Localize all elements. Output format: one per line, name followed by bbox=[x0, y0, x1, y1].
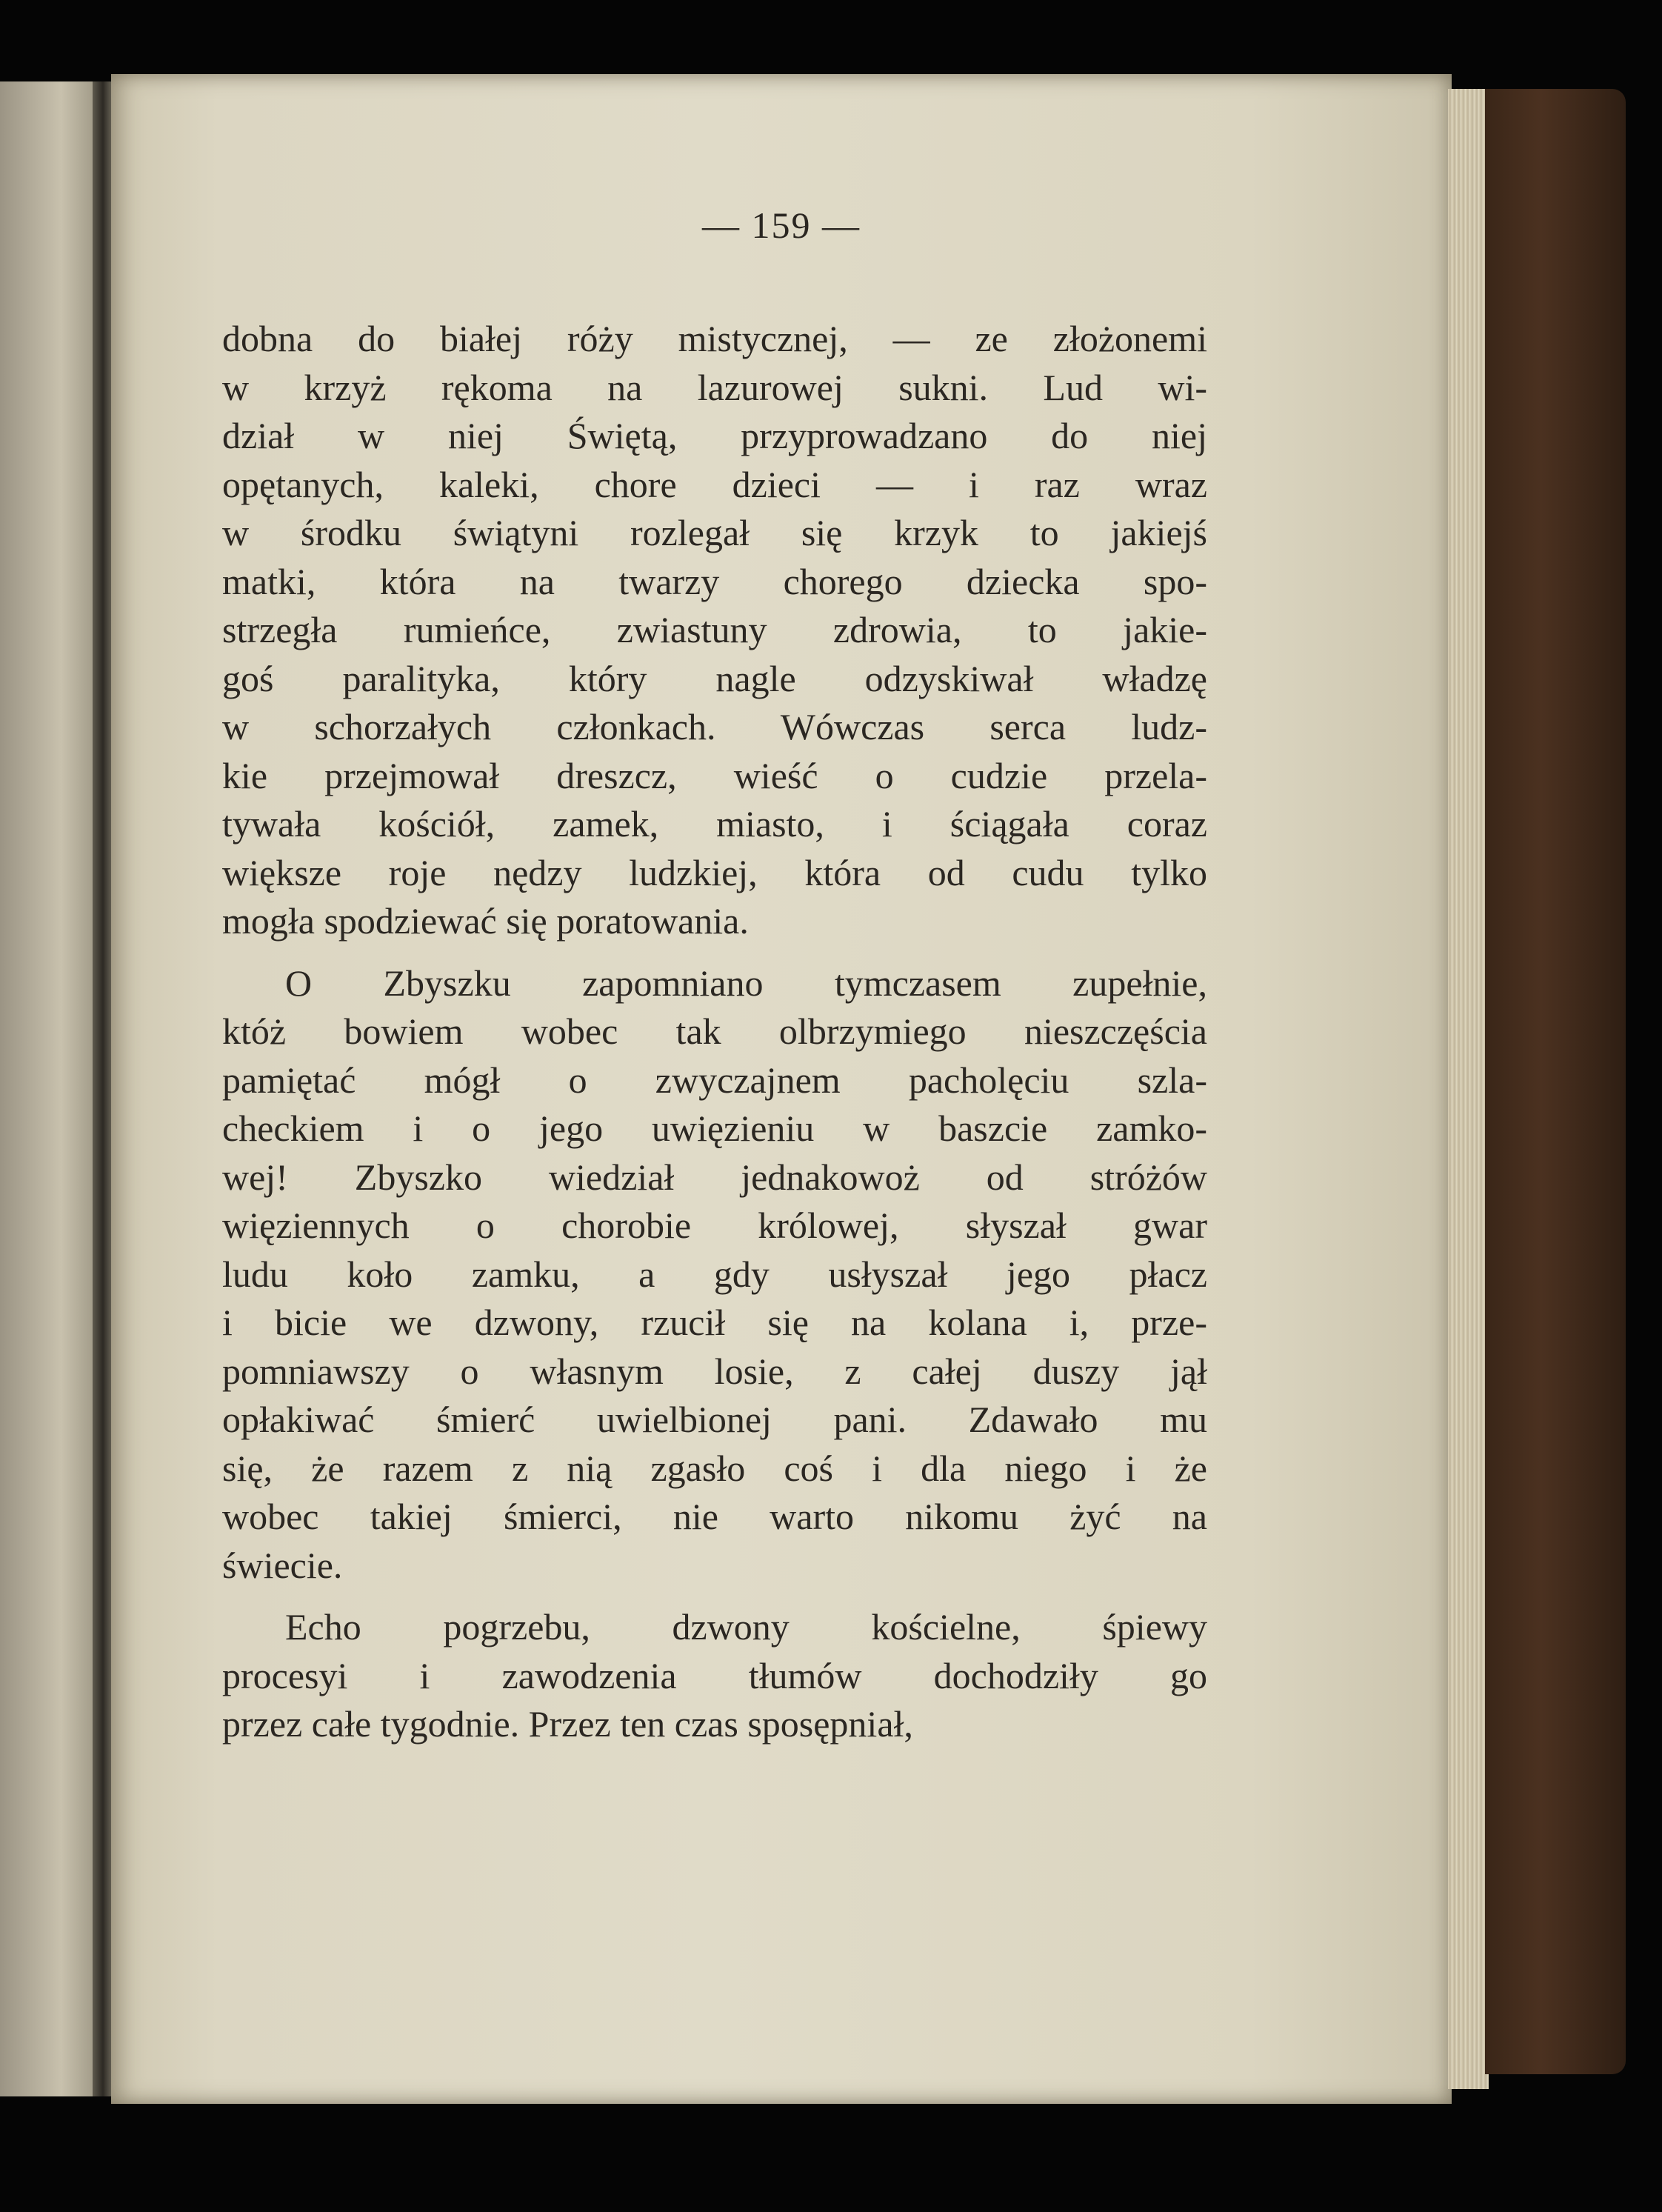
text-line: świecie. bbox=[222, 1544, 343, 1586]
page-number: — 159 — bbox=[702, 204, 861, 246]
text-line: kie przejmował dreszcz, wieść o cudzie przela- bbox=[222, 754, 1207, 796]
paragraph bbox=[222, 1603, 1207, 1749]
text-line: dział w niej Świętą, przyprowadzano do niej bbox=[222, 415, 1207, 456]
book-gutter bbox=[93, 81, 113, 2096]
text-line: O Zbyszku zapomniano tymczasem zupełnie, bbox=[285, 962, 1207, 1004]
text-line: któż bowiem wobec tak olbrzymiego nieszczęścia bbox=[222, 1010, 1207, 1052]
text-line: wobec takiej śmierci, nie warto nikomu żyć na bbox=[222, 1496, 1207, 1537]
text-line: strzegła rumieńce, zwiastuny zdrowia, to jakie- bbox=[222, 609, 1207, 650]
paragraph bbox=[222, 315, 1207, 946]
page-stack-edge bbox=[1448, 89, 1489, 2089]
text-line: goś paralityka, który nagle odzyskiwał władzę bbox=[222, 657, 1207, 699]
book-cover bbox=[1485, 89, 1626, 2074]
text-line: w środku świątyni rozlegał się krzyk to jakiejś bbox=[222, 512, 1207, 553]
text-line: większe roje nędzy ludzkiej, która od cudu tylko bbox=[222, 851, 1207, 893]
text-line: opłakiwać śmierć uwielbionej pani. Zdawało mu bbox=[222, 1399, 1207, 1440]
text-line: matki, która na twarzy chorego dziecka spo- bbox=[222, 560, 1207, 602]
text-line: się, że razem z nią zgasło coś i dla niego i że bbox=[222, 1447, 1207, 1489]
paragraph-gap bbox=[222, 1590, 1207, 1603]
text-line: pomniawszy o własnym losie, z całej duszy jął bbox=[222, 1350, 1207, 1392]
body-text bbox=[222, 315, 1207, 1749]
text-line: wej! Zbyszko wiedział jednakowoż od stróżów bbox=[222, 1156, 1207, 1198]
text-line: ludu koło zamku, a gdy usłyszał jego płacz bbox=[222, 1253, 1207, 1295]
text-line: więziennych o chorobie królowej, słyszał gwar bbox=[222, 1205, 1207, 1246]
text-line: Echo pogrzebu, dzwony kościelne, śpiewy bbox=[285, 1606, 1207, 1648]
text-line: pamiętać mógł o zwyczajnem pacholęciu szla- bbox=[222, 1059, 1207, 1101]
text-line: tywała kościół, zamek, miasto, i ściągała coraz bbox=[222, 803, 1207, 845]
text-line: checkiem i o jego uwięzieniu w baszcie zamko- bbox=[222, 1107, 1207, 1149]
text-line: przez całe tygodnie. Przez ten czas sposępniał, bbox=[222, 1703, 913, 1745]
paragraph-gap bbox=[222, 946, 1207, 959]
text-line: mogła spodziewać się poratowania. bbox=[222, 900, 749, 942]
paragraph bbox=[222, 959, 1207, 1590]
text-line: w krzyż rękoma na lazurowej sukni. Lud wi- bbox=[222, 366, 1207, 408]
text-line: dobna do białej róży mistycznej, — ze złożonemi bbox=[222, 318, 1207, 359]
text-line: procesyi i zawodzenia tłumów dochodziły go bbox=[222, 1654, 1207, 1696]
text-line: i bicie we dzwony, rzucił się na kolana i, prze- bbox=[222, 1302, 1207, 1343]
text-line: opętanych, kaleki, chore dzieci — i raz wraz bbox=[222, 463, 1207, 505]
text-line: w schorzałych członkach. Wówczas serca ludz- bbox=[222, 706, 1207, 747]
